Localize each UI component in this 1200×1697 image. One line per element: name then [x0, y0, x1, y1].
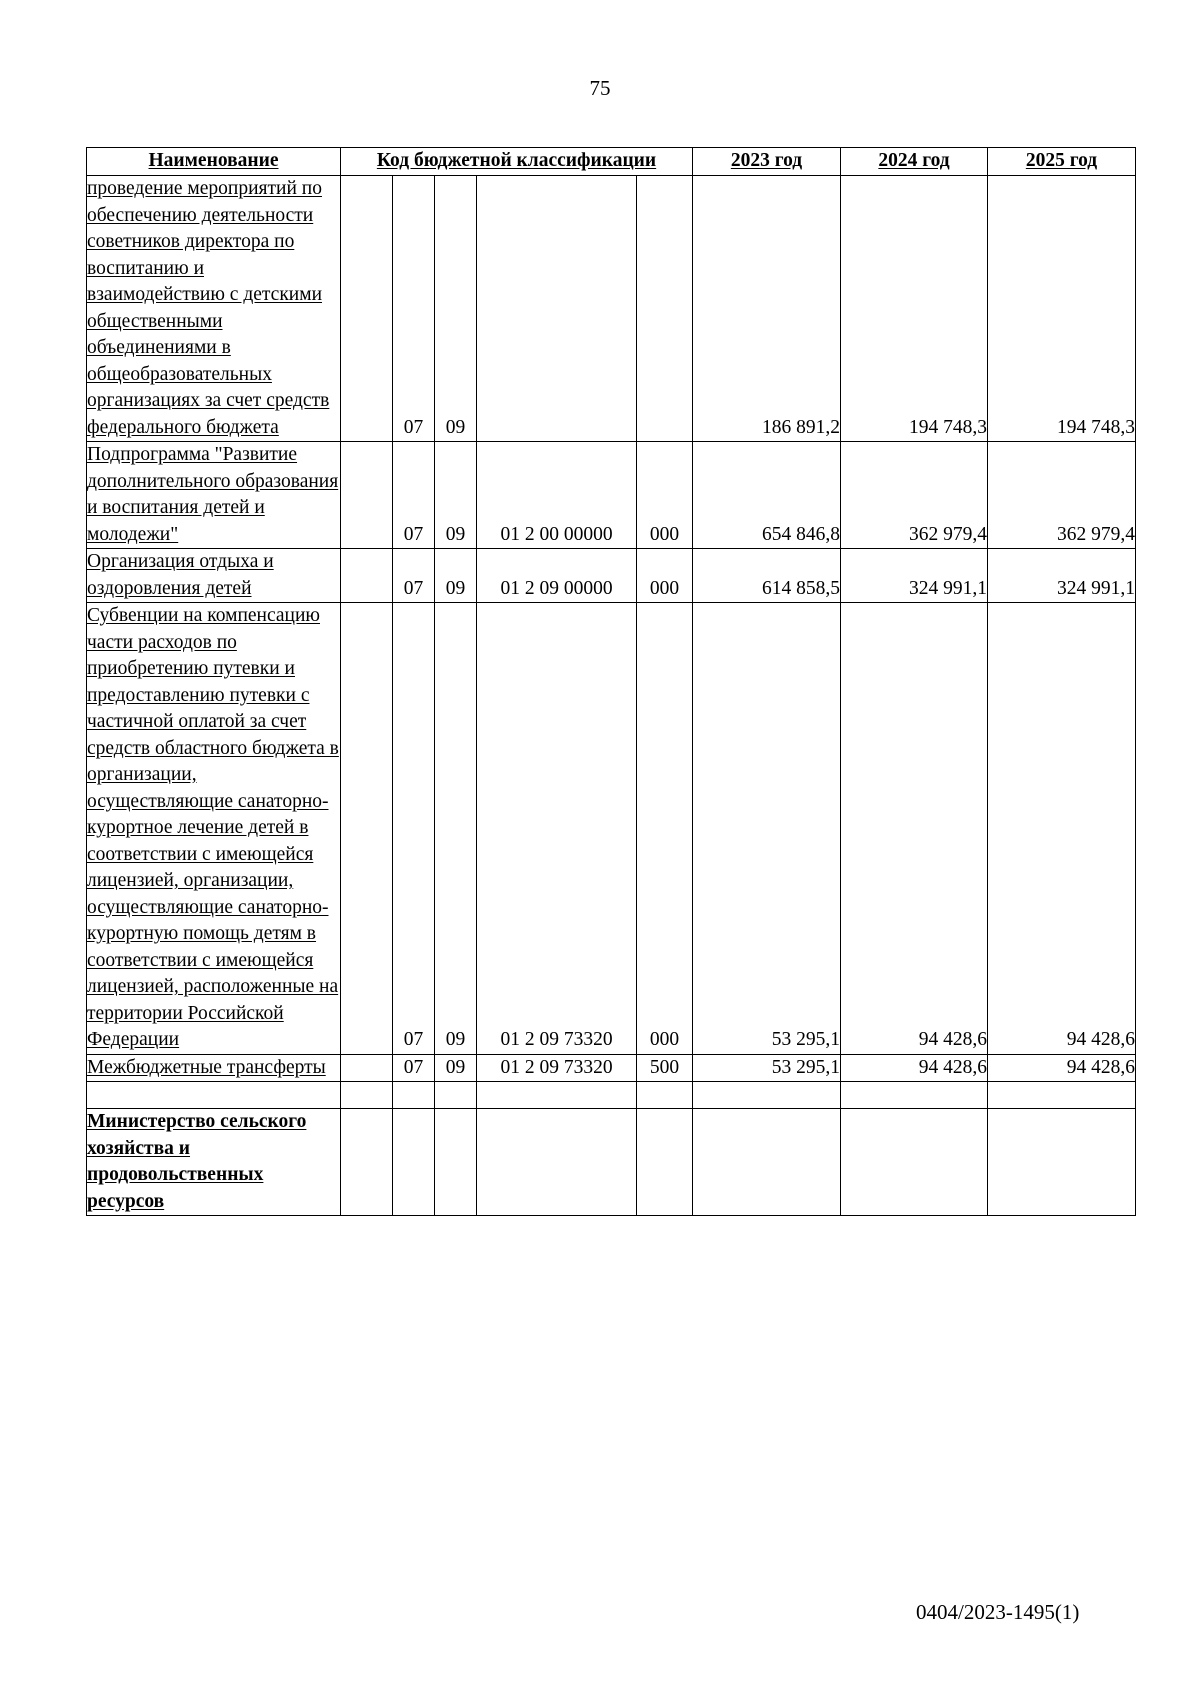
- target-article-code: [477, 1082, 637, 1109]
- section-code: 07: [393, 549, 435, 603]
- value-2025: 362 979,4: [988, 442, 1136, 549]
- budget-table: [86, 147, 1136, 1216]
- value-2025: 324 991,1: [988, 549, 1136, 603]
- row-name: [87, 442, 341, 549]
- code-cell-1: [341, 176, 393, 442]
- table-header-row: [87, 148, 1136, 176]
- code-cell-1: [341, 603, 393, 1055]
- code-cell-1: [341, 549, 393, 603]
- row-name-text: проведение мероприятий по обеспечению деятельности советников директора по воспитанию и взаимодействию с детскими общественными объединениями в общеобразовательных организациях за счет средств федерального бюджета: [87, 178, 330, 438]
- table-row-ministry: [87, 1109, 1136, 1216]
- section-code: 07: [393, 442, 435, 549]
- row-name: [87, 1082, 341, 1109]
- row-name: [87, 549, 341, 603]
- table-row: [87, 176, 1136, 442]
- page-number: 75: [589, 76, 611, 100]
- value-2023: 614 858,5: [693, 549, 841, 603]
- section-code: 07: [393, 603, 435, 1055]
- target-article-code: 01 2 00 00000: [477, 442, 637, 549]
- value-2025: [988, 1082, 1136, 1109]
- subsection-code: 09: [435, 442, 477, 549]
- code-cell-1: [341, 1054, 393, 1082]
- value-2024: 324 991,1: [841, 549, 988, 603]
- target-article-code: [477, 176, 637, 442]
- expense-type-code: [637, 1082, 693, 1109]
- target-article-code: 01 2 09 73320: [477, 1054, 637, 1082]
- section-code: 07: [393, 176, 435, 442]
- value-2023: 654 846,8: [693, 442, 841, 549]
- value-2025: [988, 1109, 1136, 1216]
- table-row: [87, 549, 1136, 603]
- code-cell-1: [341, 442, 393, 549]
- row-name: [87, 176, 341, 442]
- row-name: [87, 1054, 341, 1082]
- value-2024: 94 428,6: [841, 603, 988, 1055]
- value-2025: 94 428,6: [988, 603, 1136, 1055]
- section-code: 07: [393, 1054, 435, 1082]
- code-cell-1: [341, 1109, 393, 1216]
- header-name: Наименование: [87, 148, 341, 176]
- section-code: [393, 1082, 435, 1109]
- expense-type-code: [637, 176, 693, 442]
- subsection-code: 09: [435, 1054, 477, 1082]
- expense-type-code: 000: [637, 603, 693, 1055]
- subsection-code: 09: [435, 549, 477, 603]
- value-2024: 362 979,4: [841, 442, 988, 549]
- value-2023: 53 295,1: [693, 603, 841, 1055]
- table-row: [87, 442, 1136, 549]
- target-article-code: 01 2 09 00000: [477, 549, 637, 603]
- expense-type-code: 000: [637, 549, 693, 603]
- row-name: [87, 603, 341, 1055]
- value-2024: 94 428,6: [841, 1054, 988, 1082]
- subsection-code: 09: [435, 176, 477, 442]
- value-2023: 53 295,1: [693, 1054, 841, 1082]
- header-2023: 2023 год: [693, 148, 841, 176]
- subsection-code: [435, 1109, 477, 1216]
- value-2025: 94 428,6: [988, 1054, 1136, 1082]
- header-budget-code: Код бюджетной классификации: [341, 148, 693, 176]
- expense-type-code: 500: [637, 1054, 693, 1082]
- row-name-text: Субвенции на компенсацию части расходов по приобретению путевки и предоставлению путевки с частичной оплатой за счет средств областного бюджета в организации, осуществляющие санаторно-курортное лечение детей в соответствии с имеющейся лицензией, организации, осуществляющие санаторно-курортную помощь детям в соответствии с имеющейся лицензией, расположенные на территории Российской Федерации: [87, 605, 339, 1050]
- header-2024: 2024 год: [841, 148, 988, 176]
- value-2023: [693, 1082, 841, 1109]
- code-cell-1: [341, 1082, 393, 1109]
- value-2024: [841, 1082, 988, 1109]
- value-2023: [693, 1109, 841, 1216]
- value-2023: 186 891,2: [693, 176, 841, 442]
- row-name: [87, 1109, 341, 1216]
- header-2025: 2025 год: [988, 148, 1136, 176]
- expense-type-code: [637, 1109, 693, 1216]
- expense-type-code: 000: [637, 442, 693, 549]
- row-name-text: Министерство сельского хозяйства и продовольственных ресурсов: [87, 1111, 307, 1212]
- target-article-code: 01 2 09 73320: [477, 603, 637, 1055]
- row-name-text: Организация отдыха и оздоровления детей: [87, 551, 274, 599]
- row-name-text: Межбюджетные трансферты: [87, 1056, 326, 1078]
- value-2024: [841, 1109, 988, 1216]
- value-2025: 194 748,3: [988, 176, 1136, 442]
- document-code: 0404/2023-1495(1): [916, 1600, 1080, 1624]
- target-article-code: [477, 1109, 637, 1216]
- section-code: [393, 1109, 435, 1216]
- table-row: [87, 1054, 1136, 1082]
- table-row-empty: [87, 1082, 1136, 1109]
- row-name-text: Подпрограмма "Развитие дополнительного образования и воспитания детей и молодежи": [87, 444, 339, 545]
- subsection-code: 09: [435, 603, 477, 1055]
- table-row: [87, 603, 1136, 1055]
- subsection-code: [435, 1082, 477, 1109]
- value-2024: 194 748,3: [841, 176, 988, 442]
